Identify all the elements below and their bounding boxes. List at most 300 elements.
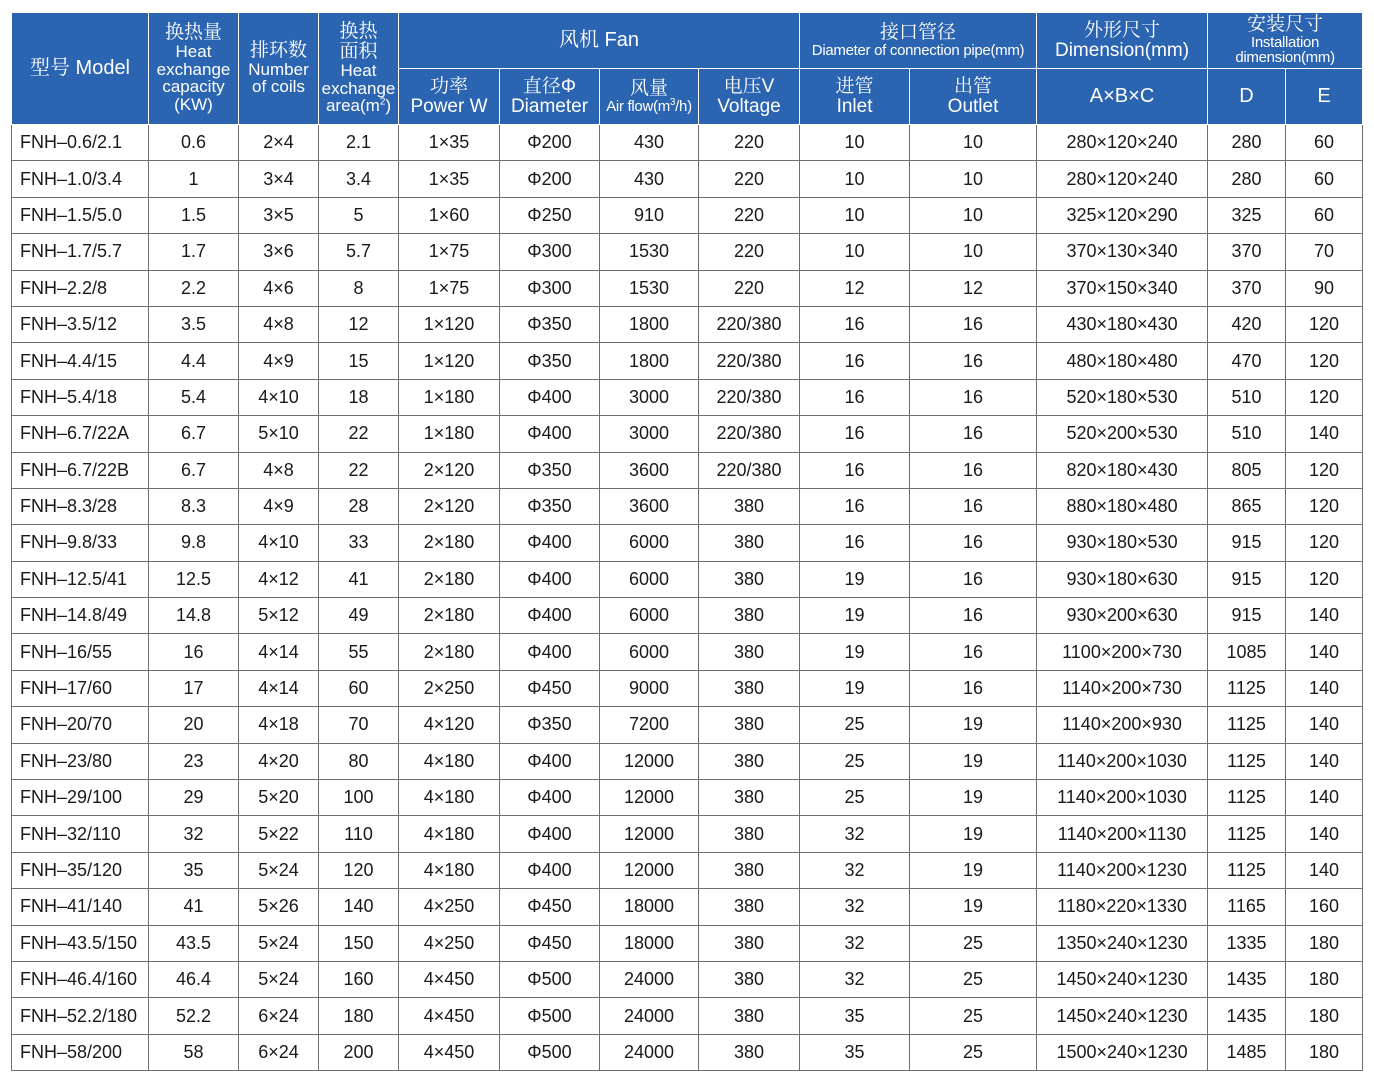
cell-dimension: 1140×200×730 bbox=[1037, 670, 1208, 706]
cell-inlet: 12 bbox=[800, 270, 910, 306]
cell-area: 100 bbox=[319, 780, 399, 816]
cell-diameter: Φ400 bbox=[500, 816, 600, 852]
cell-outlet: 16 bbox=[910, 561, 1037, 597]
cell-inlet: 10 bbox=[800, 161, 910, 197]
cell-outlet: 19 bbox=[910, 852, 1037, 888]
cell-outlet: 16 bbox=[910, 343, 1037, 379]
cell-install-e: 140 bbox=[1286, 416, 1363, 452]
cell-airflow: 6000 bbox=[600, 561, 699, 597]
cell-diameter: Φ400 bbox=[500, 852, 600, 888]
cell-outlet: 16 bbox=[910, 452, 1037, 488]
cell-airflow: 430 bbox=[600, 125, 699, 161]
cell-capacity: 16 bbox=[149, 634, 239, 670]
cell-power: 4×450 bbox=[399, 998, 500, 1034]
cell-voltage: 380 bbox=[699, 961, 800, 997]
cell-dimension: 430×180×430 bbox=[1037, 306, 1208, 342]
cell-coils: 5×24 bbox=[239, 852, 319, 888]
cell-model: FNH–17/60 bbox=[12, 670, 149, 706]
cell-install-d: 865 bbox=[1208, 488, 1286, 524]
header-model: 型号 Model bbox=[12, 13, 149, 125]
cell-power: 2×120 bbox=[399, 452, 500, 488]
cell-outlet: 16 bbox=[910, 379, 1037, 415]
cell-voltage: 220/380 bbox=[699, 416, 800, 452]
cell-capacity: 23 bbox=[149, 743, 239, 779]
cell-diameter: Φ250 bbox=[500, 197, 600, 233]
cell-inlet: 16 bbox=[800, 379, 910, 415]
cell-airflow: 3000 bbox=[600, 379, 699, 415]
cell-area: 160 bbox=[319, 961, 399, 997]
cell-dimension: 1450×240×1230 bbox=[1037, 961, 1208, 997]
table-row bbox=[12, 379, 1363, 415]
cell-capacity: 1.7 bbox=[149, 234, 239, 270]
cell-install-e: 160 bbox=[1286, 889, 1363, 925]
cell-voltage: 220 bbox=[699, 125, 800, 161]
cell-voltage: 380 bbox=[699, 925, 800, 961]
cell-airflow: 3600 bbox=[600, 452, 699, 488]
cell-model: FNH–58/200 bbox=[12, 1034, 149, 1070]
cell-inlet: 32 bbox=[800, 925, 910, 961]
cell-install-d: 1125 bbox=[1208, 743, 1286, 779]
cell-diameter: Φ400 bbox=[500, 525, 600, 561]
table-row bbox=[12, 306, 1363, 342]
cell-capacity: 9.8 bbox=[149, 525, 239, 561]
cell-capacity: 46.4 bbox=[149, 961, 239, 997]
cell-coils: 5×24 bbox=[239, 925, 319, 961]
cell-airflow: 910 bbox=[600, 197, 699, 233]
cell-area: 110 bbox=[319, 816, 399, 852]
header-diameter: 直径Φ Diameter bbox=[500, 69, 600, 125]
cell-outlet: 16 bbox=[910, 670, 1037, 706]
cell-coils: 5×26 bbox=[239, 889, 319, 925]
cell-dimension: 820×180×430 bbox=[1037, 452, 1208, 488]
table-row bbox=[12, 670, 1363, 706]
cell-voltage: 220/380 bbox=[699, 379, 800, 415]
cell-capacity: 20 bbox=[149, 707, 239, 743]
table-row bbox=[12, 925, 1363, 961]
cell-dimension: 1140×200×930 bbox=[1037, 707, 1208, 743]
cell-voltage: 220 bbox=[699, 197, 800, 233]
cell-voltage: 380 bbox=[699, 816, 800, 852]
cell-power: 1×60 bbox=[399, 197, 500, 233]
cell-model: FNH–52.2/180 bbox=[12, 998, 149, 1034]
cell-power: 4×450 bbox=[399, 1034, 500, 1070]
cell-diameter: Φ350 bbox=[500, 343, 600, 379]
table-row bbox=[12, 197, 1363, 233]
header-install: 安装尺寸 Installation dimension(mm) bbox=[1208, 13, 1363, 69]
cell-inlet: 16 bbox=[800, 306, 910, 342]
cell-install-d: 1435 bbox=[1208, 961, 1286, 997]
cell-capacity: 14.8 bbox=[149, 598, 239, 634]
cell-diameter: Φ450 bbox=[500, 670, 600, 706]
cell-install-e: 120 bbox=[1286, 379, 1363, 415]
cell-power: 1×120 bbox=[399, 343, 500, 379]
cell-inlet: 19 bbox=[800, 598, 910, 634]
cell-dimension: 280×120×240 bbox=[1037, 161, 1208, 197]
cell-coils: 4×10 bbox=[239, 379, 319, 415]
cell-power: 4×180 bbox=[399, 852, 500, 888]
cell-model: FNH–43.5/150 bbox=[12, 925, 149, 961]
cell-power: 4×250 bbox=[399, 925, 500, 961]
cell-model: FNH–23/80 bbox=[12, 743, 149, 779]
cell-airflow: 6000 bbox=[600, 598, 699, 634]
cell-dimension: 930×180×630 bbox=[1037, 561, 1208, 597]
cell-voltage: 220/380 bbox=[699, 306, 800, 342]
cell-install-d: 1435 bbox=[1208, 998, 1286, 1034]
cell-airflow: 18000 bbox=[600, 889, 699, 925]
cell-capacity: 1.5 bbox=[149, 197, 239, 233]
cell-voltage: 380 bbox=[699, 488, 800, 524]
header-coils: 排环数 Number of coils bbox=[239, 13, 319, 125]
cell-coils: 4×18 bbox=[239, 707, 319, 743]
cell-airflow: 3000 bbox=[600, 416, 699, 452]
cell-area: 2.1 bbox=[319, 125, 399, 161]
cell-inlet: 25 bbox=[800, 780, 910, 816]
cell-airflow: 12000 bbox=[600, 816, 699, 852]
table-row bbox=[12, 488, 1363, 524]
cell-install-d: 470 bbox=[1208, 343, 1286, 379]
header-pipe: 接口管径 Diameter of connection pipe(mm) bbox=[800, 13, 1037, 69]
cell-install-d: 1485 bbox=[1208, 1034, 1286, 1070]
cell-dimension: 1500×240×1230 bbox=[1037, 1034, 1208, 1070]
cell-airflow: 9000 bbox=[600, 670, 699, 706]
cell-area: 55 bbox=[319, 634, 399, 670]
cell-diameter: Φ400 bbox=[500, 379, 600, 415]
cell-install-e: 60 bbox=[1286, 197, 1363, 233]
spec-table-container bbox=[11, 12, 1362, 1071]
table-row bbox=[12, 961, 1363, 997]
cell-inlet: 32 bbox=[800, 816, 910, 852]
cell-install-e: 120 bbox=[1286, 561, 1363, 597]
header-outlet: 出管 Outlet bbox=[910, 69, 1037, 125]
cell-inlet: 32 bbox=[800, 852, 910, 888]
cell-voltage: 380 bbox=[699, 634, 800, 670]
cell-install-e: 120 bbox=[1286, 306, 1363, 342]
cell-dimension: 1140×200×1030 bbox=[1037, 743, 1208, 779]
cell-voltage: 380 bbox=[699, 998, 800, 1034]
cell-outlet: 10 bbox=[910, 234, 1037, 270]
cell-inlet: 10 bbox=[800, 234, 910, 270]
cell-dimension: 930×200×630 bbox=[1037, 598, 1208, 634]
cell-airflow: 24000 bbox=[600, 998, 699, 1034]
cell-coils: 5×10 bbox=[239, 416, 319, 452]
cell-capacity: 1 bbox=[149, 161, 239, 197]
cell-voltage: 380 bbox=[699, 780, 800, 816]
cell-area: 18 bbox=[319, 379, 399, 415]
cell-diameter: Φ350 bbox=[500, 306, 600, 342]
cell-dimension: 880×180×480 bbox=[1037, 488, 1208, 524]
cell-coils: 5×12 bbox=[239, 598, 319, 634]
cell-area: 180 bbox=[319, 998, 399, 1034]
cell-diameter: Φ450 bbox=[500, 889, 600, 925]
table-row bbox=[12, 598, 1363, 634]
cell-diameter: Φ200 bbox=[500, 125, 600, 161]
table-row bbox=[12, 889, 1363, 925]
cell-model: FNH–12.5/41 bbox=[12, 561, 149, 597]
cell-power: 4×180 bbox=[399, 743, 500, 779]
table-row bbox=[12, 1034, 1363, 1070]
cell-install-d: 1085 bbox=[1208, 634, 1286, 670]
cell-install-d: 805 bbox=[1208, 452, 1286, 488]
cell-dimension: 1140×200×1130 bbox=[1037, 816, 1208, 852]
cell-outlet: 25 bbox=[910, 925, 1037, 961]
cell-area: 12 bbox=[319, 306, 399, 342]
cell-model: FNH–35/120 bbox=[12, 852, 149, 888]
cell-power: 1×75 bbox=[399, 234, 500, 270]
cell-area: 120 bbox=[319, 852, 399, 888]
cell-voltage: 220/380 bbox=[699, 343, 800, 379]
cell-area: 60 bbox=[319, 670, 399, 706]
cell-coils: 6×24 bbox=[239, 998, 319, 1034]
cell-dimension: 1140×200×1030 bbox=[1037, 780, 1208, 816]
cell-install-e: 90 bbox=[1286, 270, 1363, 306]
cell-power: 1×180 bbox=[399, 416, 500, 452]
cell-area: 41 bbox=[319, 561, 399, 597]
cell-install-e: 180 bbox=[1286, 1034, 1363, 1070]
cell-airflow: 6000 bbox=[600, 634, 699, 670]
cell-capacity: 2.2 bbox=[149, 270, 239, 306]
cell-install-d: 1125 bbox=[1208, 852, 1286, 888]
cell-install-e: 180 bbox=[1286, 925, 1363, 961]
cell-outlet: 16 bbox=[910, 634, 1037, 670]
cell-inlet: 32 bbox=[800, 889, 910, 925]
cell-inlet: 16 bbox=[800, 488, 910, 524]
cell-inlet: 19 bbox=[800, 561, 910, 597]
cell-diameter: Φ300 bbox=[500, 234, 600, 270]
cell-dimension: 370×130×340 bbox=[1037, 234, 1208, 270]
cell-inlet: 32 bbox=[800, 961, 910, 997]
cell-model: FNH–1.0/3.4 bbox=[12, 161, 149, 197]
cell-install-e: 140 bbox=[1286, 707, 1363, 743]
cell-airflow: 1800 bbox=[600, 343, 699, 379]
cell-dimension: 1180×220×1330 bbox=[1037, 889, 1208, 925]
cell-area: 22 bbox=[319, 416, 399, 452]
cell-install-d: 325 bbox=[1208, 197, 1286, 233]
table-row bbox=[12, 125, 1363, 161]
cell-area: 28 bbox=[319, 488, 399, 524]
cell-airflow: 6000 bbox=[600, 525, 699, 561]
cell-coils: 2×4 bbox=[239, 125, 319, 161]
cell-area: 49 bbox=[319, 598, 399, 634]
cell-model: FNH–32/110 bbox=[12, 816, 149, 852]
cell-airflow: 3600 bbox=[600, 488, 699, 524]
cell-coils: 4×6 bbox=[239, 270, 319, 306]
table-row bbox=[12, 343, 1363, 379]
header-area: 换热 面积 Heat exchange $area(m^2)$ bbox=[319, 13, 399, 125]
cell-model: FNH–2.2/8 bbox=[12, 270, 149, 306]
table-row bbox=[12, 816, 1363, 852]
header-d: D bbox=[1208, 69, 1286, 125]
cell-dimension: 930×180×530 bbox=[1037, 525, 1208, 561]
cell-diameter: Φ400 bbox=[500, 416, 600, 452]
cell-model: FNH–5.4/18 bbox=[12, 379, 149, 415]
cell-capacity: 6.7 bbox=[149, 452, 239, 488]
cell-power: 4×120 bbox=[399, 707, 500, 743]
cell-power: 2×180 bbox=[399, 561, 500, 597]
header-abc: A×B×C bbox=[1037, 69, 1208, 125]
cell-model: FNH–6.7/22A bbox=[12, 416, 149, 452]
cell-install-e: 140 bbox=[1286, 852, 1363, 888]
cell-diameter: Φ400 bbox=[500, 780, 600, 816]
cell-install-d: 280 bbox=[1208, 161, 1286, 197]
cell-install-e: 140 bbox=[1286, 634, 1363, 670]
cell-area: 140 bbox=[319, 889, 399, 925]
cell-install-e: 120 bbox=[1286, 488, 1363, 524]
cell-outlet: 12 bbox=[910, 270, 1037, 306]
header-fan: 风机 Fan bbox=[399, 13, 800, 69]
cell-install-d: 1125 bbox=[1208, 780, 1286, 816]
cell-dimension: 1100×200×730 bbox=[1037, 634, 1208, 670]
cell-outlet: 16 bbox=[910, 416, 1037, 452]
cell-capacity: 12.5 bbox=[149, 561, 239, 597]
cell-coils: 5×22 bbox=[239, 816, 319, 852]
cell-inlet: 16 bbox=[800, 343, 910, 379]
cell-diameter: Φ300 bbox=[500, 270, 600, 306]
cell-diameter: Φ500 bbox=[500, 1034, 600, 1070]
cell-capacity: 8.3 bbox=[149, 488, 239, 524]
table-row bbox=[12, 561, 1363, 597]
cell-voltage: 380 bbox=[699, 670, 800, 706]
cell-airflow: 12000 bbox=[600, 780, 699, 816]
cell-voltage: 380 bbox=[699, 743, 800, 779]
cell-outlet: 25 bbox=[910, 961, 1037, 997]
cell-install-d: 510 bbox=[1208, 379, 1286, 415]
cell-diameter: Φ400 bbox=[500, 561, 600, 597]
cell-inlet: 25 bbox=[800, 707, 910, 743]
cell-install-e: 180 bbox=[1286, 998, 1363, 1034]
cell-power: 1×75 bbox=[399, 270, 500, 306]
cell-inlet: 10 bbox=[800, 125, 910, 161]
cell-diameter: Φ400 bbox=[500, 598, 600, 634]
cell-power: 1×120 bbox=[399, 306, 500, 342]
cell-model: FNH–14.8/49 bbox=[12, 598, 149, 634]
cell-install-e: 140 bbox=[1286, 743, 1363, 779]
cell-dimension: 520×200×530 bbox=[1037, 416, 1208, 452]
cell-capacity: 32 bbox=[149, 816, 239, 852]
cell-power: 2×180 bbox=[399, 525, 500, 561]
cell-voltage: 380 bbox=[699, 561, 800, 597]
cell-coils: 5×24 bbox=[239, 961, 319, 997]
cell-capacity: 6.7 bbox=[149, 416, 239, 452]
cell-model: FNH–4.4/15 bbox=[12, 343, 149, 379]
cell-airflow: 18000 bbox=[600, 925, 699, 961]
cell-area: 5.7 bbox=[319, 234, 399, 270]
cell-inlet: 16 bbox=[800, 525, 910, 561]
cell-outlet: 19 bbox=[910, 889, 1037, 925]
cell-coils: 4×9 bbox=[239, 488, 319, 524]
cell-outlet: 16 bbox=[910, 598, 1037, 634]
table-row bbox=[12, 416, 1363, 452]
table-row bbox=[12, 161, 1363, 197]
cell-install-e: 140 bbox=[1286, 670, 1363, 706]
cell-airflow: 12000 bbox=[600, 852, 699, 888]
cell-capacity: 4.4 bbox=[149, 343, 239, 379]
cell-capacity: 0.6 bbox=[149, 125, 239, 161]
header-voltage: 电压V Voltage bbox=[699, 69, 800, 125]
cell-model: FNH–3.5/12 bbox=[12, 306, 149, 342]
cell-area: 3.4 bbox=[319, 161, 399, 197]
cell-outlet: 10 bbox=[910, 197, 1037, 233]
cell-dimension: 370×150×340 bbox=[1037, 270, 1208, 306]
cell-outlet: 19 bbox=[910, 743, 1037, 779]
cell-outlet: 10 bbox=[910, 161, 1037, 197]
cell-area: 200 bbox=[319, 1034, 399, 1070]
cell-coils: 4×20 bbox=[239, 743, 319, 779]
cell-voltage: 220 bbox=[699, 234, 800, 270]
cell-outlet: 16 bbox=[910, 488, 1037, 524]
cell-area: 33 bbox=[319, 525, 399, 561]
table-row bbox=[12, 743, 1363, 779]
cell-coils: 3×5 bbox=[239, 197, 319, 233]
cell-area: 5 bbox=[319, 197, 399, 233]
cell-dimension: 520×180×530 bbox=[1037, 379, 1208, 415]
cell-dimension: 325×120×290 bbox=[1037, 197, 1208, 233]
cell-capacity: 3.5 bbox=[149, 306, 239, 342]
cell-outlet: 19 bbox=[910, 707, 1037, 743]
cell-diameter: Φ200 bbox=[500, 161, 600, 197]
cell-install-e: 140 bbox=[1286, 598, 1363, 634]
cell-coils: 4×9 bbox=[239, 343, 319, 379]
cell-capacity: 35 bbox=[149, 852, 239, 888]
cell-model: FNH–1.5/5.0 bbox=[12, 197, 149, 233]
cell-area: 70 bbox=[319, 707, 399, 743]
header-inlet: 进管 Inlet bbox=[800, 69, 910, 125]
header-power: 功率 Power W bbox=[399, 69, 500, 125]
cell-model: FNH–9.8/33 bbox=[12, 525, 149, 561]
cell-coils: 4×10 bbox=[239, 525, 319, 561]
cell-inlet: 35 bbox=[800, 1034, 910, 1070]
cell-install-d: 915 bbox=[1208, 598, 1286, 634]
cell-inlet: 19 bbox=[800, 634, 910, 670]
cell-voltage: 380 bbox=[699, 598, 800, 634]
cell-voltage: 380 bbox=[699, 852, 800, 888]
cell-inlet: 16 bbox=[800, 452, 910, 488]
cell-outlet: 19 bbox=[910, 816, 1037, 852]
cell-inlet: 19 bbox=[800, 670, 910, 706]
cell-model: FNH–29/100 bbox=[12, 780, 149, 816]
cell-model: FNH–20/70 bbox=[12, 707, 149, 743]
cell-outlet: 16 bbox=[910, 525, 1037, 561]
cell-diameter: Φ400 bbox=[500, 634, 600, 670]
cell-coils: 4×8 bbox=[239, 452, 319, 488]
table-row bbox=[12, 634, 1363, 670]
cell-install-d: 510 bbox=[1208, 416, 1286, 452]
cell-install-e: 120 bbox=[1286, 525, 1363, 561]
cell-voltage: 380 bbox=[699, 889, 800, 925]
cell-outlet: 19 bbox=[910, 780, 1037, 816]
table-row bbox=[12, 998, 1363, 1034]
cell-capacity: 41 bbox=[149, 889, 239, 925]
cell-outlet: 10 bbox=[910, 125, 1037, 161]
table-row bbox=[12, 780, 1363, 816]
cell-model: FNH–46.4/160 bbox=[12, 961, 149, 997]
cell-area: 80 bbox=[319, 743, 399, 779]
cell-power: 1×180 bbox=[399, 379, 500, 415]
cell-inlet: 25 bbox=[800, 743, 910, 779]
cell-model: FNH–0.6/2.1 bbox=[12, 125, 149, 161]
cell-airflow: 12000 bbox=[600, 743, 699, 779]
cell-area: 8 bbox=[319, 270, 399, 306]
cell-airflow: 1530 bbox=[600, 270, 699, 306]
cell-install-d: 370 bbox=[1208, 270, 1286, 306]
cell-airflow: 1530 bbox=[600, 234, 699, 270]
header-capacity: 换热量 Heat exchange capacity (KW) bbox=[149, 13, 239, 125]
cell-power: 4×250 bbox=[399, 889, 500, 925]
cell-voltage: 220/380 bbox=[699, 452, 800, 488]
cell-inlet: 10 bbox=[800, 197, 910, 233]
cell-model: FNH–16/55 bbox=[12, 634, 149, 670]
cell-capacity: 5.4 bbox=[149, 379, 239, 415]
cell-airflow: 24000 bbox=[600, 961, 699, 997]
